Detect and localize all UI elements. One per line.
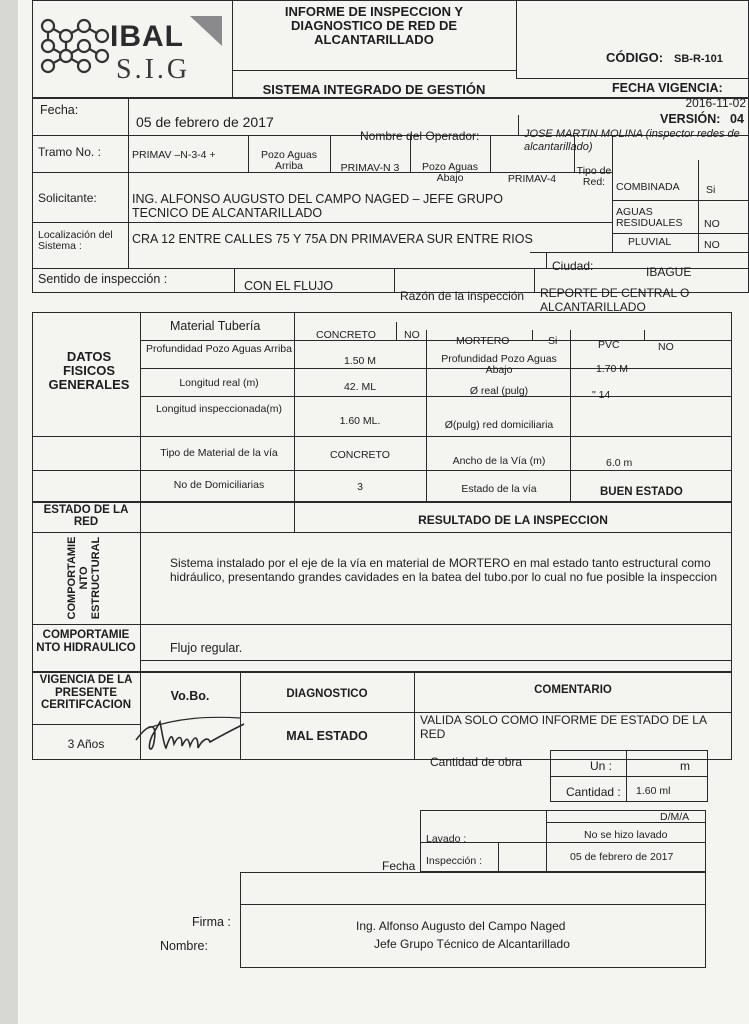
cantidad-obra-label: Cantidad de obra: [430, 755, 523, 769]
estructural-label: COMPORTAMIE NTO ESTRUCTURAL: [66, 536, 102, 620]
material-value: NO: [404, 329, 420, 341]
ancho-via-label: Ancho de la Vía (m): [452, 455, 546, 467]
resultado-label: RESULTADO DE LA INSPECCION: [418, 513, 608, 527]
material-name: PVC: [598, 339, 620, 351]
system-name: SISTEMA INTEGRADO DE GESTIÓN: [262, 82, 486, 97]
report-title-line-1: INFORME DE INSPECCION Y: [284, 4, 464, 19]
logo-main-text: IBAL: [110, 20, 184, 53]
firma-label: Firma :: [192, 915, 231, 929]
domiciliarias-value: 3: [357, 481, 363, 493]
hidraulico-label: COMPORTAMIE NTO HIDRAULICO: [36, 629, 136, 654]
lavado-label: Lavado :: [426, 833, 467, 845]
codigo-label: CÓDIGO:: [606, 50, 664, 65]
solicitante-label: Solicitante:: [38, 191, 97, 205]
material-label: Material Tubería: [170, 319, 261, 333]
estructural-value: Sistema instalado por el eje de la vía en material de MORTERO en mal estado tanto estructural como hidráulico, presentando grandes cavidades en la batea del tubo.por lo cual no fue posible la inspeccion: [170, 556, 718, 584]
logo-arrow-icon: [186, 12, 226, 50]
hidraulico-value: Flujo regular.: [170, 641, 243, 655]
long-insp-label: Longitud inspeccionada(m): [155, 403, 283, 415]
sentido-value: CON EL FLUJO: [244, 279, 334, 293]
prof-abajo-label: Profundidad Pozo Aguas Abajo: [441, 353, 557, 376]
estado-via-label: Estado de la vía: [461, 483, 537, 495]
long-real-value: 42. ML: [343, 381, 377, 393]
pozo-abajo-label: Pozo Aguas Abajo: [421, 161, 479, 184]
fecha-block-label: Fecha: [382, 859, 416, 873]
prof-abajo-value: 1.70 M: [595, 363, 629, 375]
fecha-vigencia-label: FECHA VIGENCIA:: [612, 81, 723, 95]
report-title-line-3: ALCANTARILLADO: [314, 32, 434, 47]
long-insp-value: 1.60 ML.: [339, 415, 381, 427]
estado-via-value: BUEN ESTADO: [600, 486, 683, 498]
material-name: CONCRETO: [316, 329, 376, 341]
tipo-via-value: CONCRETO: [330, 449, 390, 461]
ciudad-value: IBAGUE: [646, 265, 692, 279]
ibal-logo: [38, 12, 228, 92]
firmante-cargo: Jefe Grupo Técnico de Alcantarillado: [374, 937, 570, 951]
domiciliarias-label: No de Domiciliarias: [173, 479, 265, 491]
datos-section-label: DATOS FISICOS GENERALES: [48, 349, 130, 392]
tipo-red-option-label: COMBINADA: [616, 181, 680, 193]
diam-real-label: Ø real (pulg): [469, 385, 529, 397]
operador-value: JOSE MARTIN MOLINA (inspector redes de alcantarillado): [524, 128, 740, 153]
solicitante-value: ING. ALFONSO AUGUSTO DEL CAMPO NAGED – JEFE GRUPO TECNICO DE ALCANTARILLADO: [132, 192, 503, 220]
operador-label: Nombre del Operador:: [360, 129, 480, 143]
comentario-label: COMENTARIO: [534, 684, 612, 696]
tipo-red-option-label: PLUVIAL: [628, 236, 672, 248]
localizacion-label: Localización del Sistema :: [38, 229, 113, 252]
inspeccion-label: Inspección :: [426, 855, 483, 867]
ciudad-label: Ciudad:: [552, 259, 594, 273]
long-real-label: Longitud real (m): [179, 377, 259, 389]
pozo-arriba-label: Pozo Aguas Arriba: [260, 149, 318, 172]
fecha-value: 05 de febrero de 2017: [136, 114, 274, 130]
diam-real-value: " 14: [592, 389, 611, 401]
tipo-red-label: Tipo de Red:: [576, 165, 612, 188]
version-label: VERSIÓN:: [660, 112, 721, 126]
diagnostico-value: MAL ESTADO: [286, 729, 368, 743]
dma-label: D/M/A: [660, 811, 690, 823]
fecha-vigencia-value: 2016-11-02: [685, 96, 746, 110]
molecule-logo-icon: [38, 16, 110, 76]
vobo-signature-icon: [128, 706, 248, 762]
cantidad-value: 1.60 ml: [636, 785, 671, 797]
tipo-red-option-value: NO: [704, 239, 720, 251]
prof-arriba-label: Profundidad Pozo Aguas Arriba: [146, 343, 292, 355]
logo-sub-text: S.I.G: [116, 54, 191, 85]
material-value: Si: [548, 335, 558, 347]
tipo-via-label: Tipo de Material de la vía: [160, 447, 278, 459]
prof-arriba-value: 1.50 M: [343, 355, 377, 367]
tipo-red-option-value: NO: [704, 218, 720, 230]
vigencia-value: 3 Años: [67, 737, 105, 751]
ancho-via-value: 6.0 m: [606, 457, 633, 469]
lavado-value: No se hizo lavado: [584, 829, 668, 841]
estado-red-label: ESTADO DE LA RED: [43, 504, 129, 528]
pozo-arriba-value: PRIMAV-N 3: [340, 162, 400, 174]
firmante-nombre: Ing. Alfonso Augusto del Campo Naged: [356, 919, 566, 933]
vobo-label: Vo.Bo.: [170, 689, 210, 703]
localizacion-value: CRA 12 ENTRE CALLES 75 Y 75A DN PRIMAVERA SUR ENTRE RIOS: [132, 232, 533, 246]
razon-label: Razón de la inspección: [400, 289, 525, 303]
sentido-label: Sentido de inspección :: [38, 272, 168, 286]
tramo-label: Tramo No. :: [38, 145, 101, 159]
report-sheet: [18, 0, 749, 1024]
cantidad-sub-label: Cantidad :: [566, 785, 621, 799]
comentario-value: VALIDA SOLO COMO INFORME DE ESTADO DE LA RED: [420, 713, 707, 741]
report-title-line-2: DIAGNOSTICO DE RED DE: [290, 18, 458, 33]
version-value: 04: [730, 112, 744, 126]
pozo-abajo-value: PRIMAV-4: [507, 173, 557, 185]
diagnostico-label: DIAGNOSTICO: [286, 688, 368, 700]
vigencia-label: VIGENCIA DE LA PRESENTE CERITIFCACION: [39, 674, 133, 711]
un-value: m: [680, 759, 690, 773]
un-label: Un :: [590, 759, 613, 773]
material-name: MORTERO: [456, 335, 510, 347]
tipo-red-option-label: AGUAS RESIDUALES: [616, 206, 683, 229]
razon-value: REPORTE DE CENTRAL O ALCANTARILLADO: [540, 286, 690, 314]
tipo-red-option-value: Si: [706, 184, 716, 196]
codigo-value: SB-R-101: [674, 53, 723, 65]
tramo-value: PRIMAV –N-3-4 +: [132, 149, 216, 161]
inspeccion-value: 05 de febrero de 2017: [570, 851, 674, 863]
nombre-label: Nombre:: [160, 939, 208, 953]
diam-dom-label: Ø(pulg) red domiciliaria: [444, 419, 554, 431]
fecha-label: Fecha:: [40, 103, 79, 117]
material-value: NO: [658, 341, 674, 353]
